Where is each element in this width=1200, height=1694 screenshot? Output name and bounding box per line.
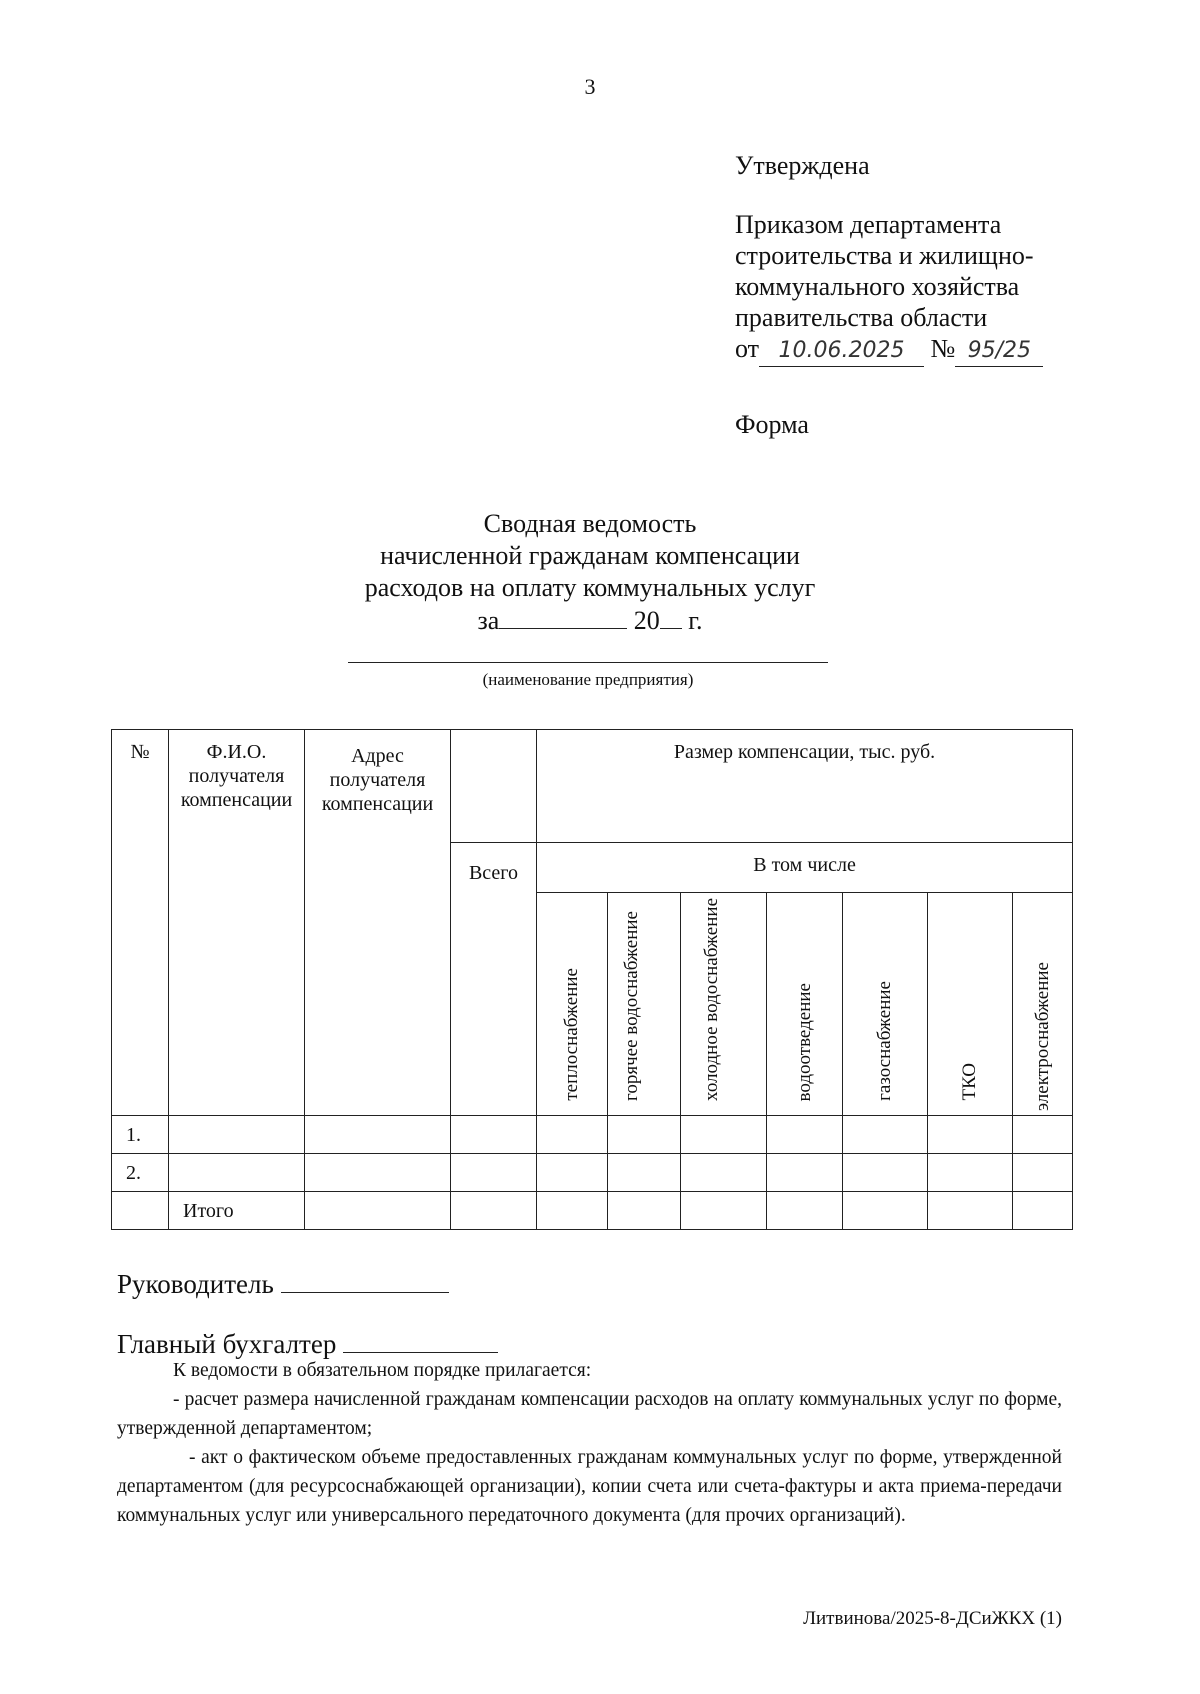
number-prefix: № [930,334,956,363]
title-line: расходов на оплату коммунальных услуг [364,573,816,602]
summary-table [111,729,1073,1230]
enterprise-caption: (наименование предприятия) [482,670,694,689]
form-label: Форма [735,410,809,439]
attachment-item: - расчет размера начисленной гражданам компенсации расходов на оплату коммунальных услуг по форме, утвержденной департаментом; [117,1389,1062,1439]
row-num: 2. [112,1154,169,1192]
title-line: Сводная ведомость [483,509,697,538]
service-gas: газоснабжение [874,981,895,1101]
accountant-label: Главный бухгалтер [117,1329,337,1359]
table-row [112,1154,1073,1192]
signature-head [117,1262,449,1300]
header-including: В том числе [537,843,1073,893]
handwritten-date: 10.06.2025 [759,335,924,367]
attachment-item: - акт о фактическом объеме предоставленных гражданам коммунальных услуг по форме, утвержденной департаментом (для ресурсоснабжающей организации), копии счета или счета-фактуры и акта приема-передачи коммунальных услуг или универсального передаточного документа (для прочих организаций). [117,1447,1062,1526]
year-prefix: 20 [633,606,660,635]
table-row-total [112,1192,1073,1230]
footer-reference: Литвинова/2025-8-ДСиЖКХ (1) [803,1608,1062,1629]
row-label [169,1116,305,1154]
row-num [112,1192,169,1230]
year-blank [660,604,682,629]
period-blank [499,604,627,629]
approval-order-line: коммунального хозяйства [735,272,1020,301]
header-fio: Ф.И.О. получателя компенсации [169,730,305,1116]
title-line: начисленной гражданам компенсации [380,541,800,570]
head-signature-blank [281,1262,449,1293]
signature-accountant [117,1322,498,1360]
header-address: Адрес получателя компенсации [305,730,451,1116]
accountant-signature-blank [343,1322,498,1353]
document-title [250,508,930,637]
attachments-block [117,1356,1062,1530]
service-tko: ТКО [959,1063,980,1101]
approval-block [735,150,1155,367]
service-sewerage: водоотведение [793,982,815,1101]
period-prefix: за [477,606,500,635]
row-label: Итого [169,1192,305,1230]
handwritten-number: 95/25 [955,335,1043,367]
head-label: Руководитель [117,1269,274,1299]
header-num: № [112,730,169,1116]
attachments-intro: К ведомости в обязательном порядке прилагается: [173,1360,592,1381]
approval-date-line [735,333,1155,367]
service-hot-water: горячее водоснабжение [621,911,642,1101]
service-heat: теплоснабжение [561,968,582,1101]
date-prefix: от [735,334,760,363]
title-period-line [250,604,930,637]
header-total: Всего [451,843,537,1116]
approval-order-line: строительства и жилищно- [735,241,1034,270]
header-blank-cell [451,730,537,843]
service-cold-water: холодное водоснабжение [700,898,722,1101]
row-label [169,1154,305,1192]
approval-order-line: Приказом департамента [735,210,1002,239]
page-number: 3 [584,74,596,99]
header-compensation: Размер компенсации, тыс. руб. [537,730,1073,843]
year-suffix: г. [688,606,703,635]
approval-heading: Утверждена [735,151,870,180]
table-row [112,1116,1073,1154]
service-electricity: электроснабжение [1031,961,1053,1111]
approval-order-line: правительства области [735,303,988,332]
row-num: 1. [112,1116,169,1154]
enterprise-name-line [348,662,828,663]
